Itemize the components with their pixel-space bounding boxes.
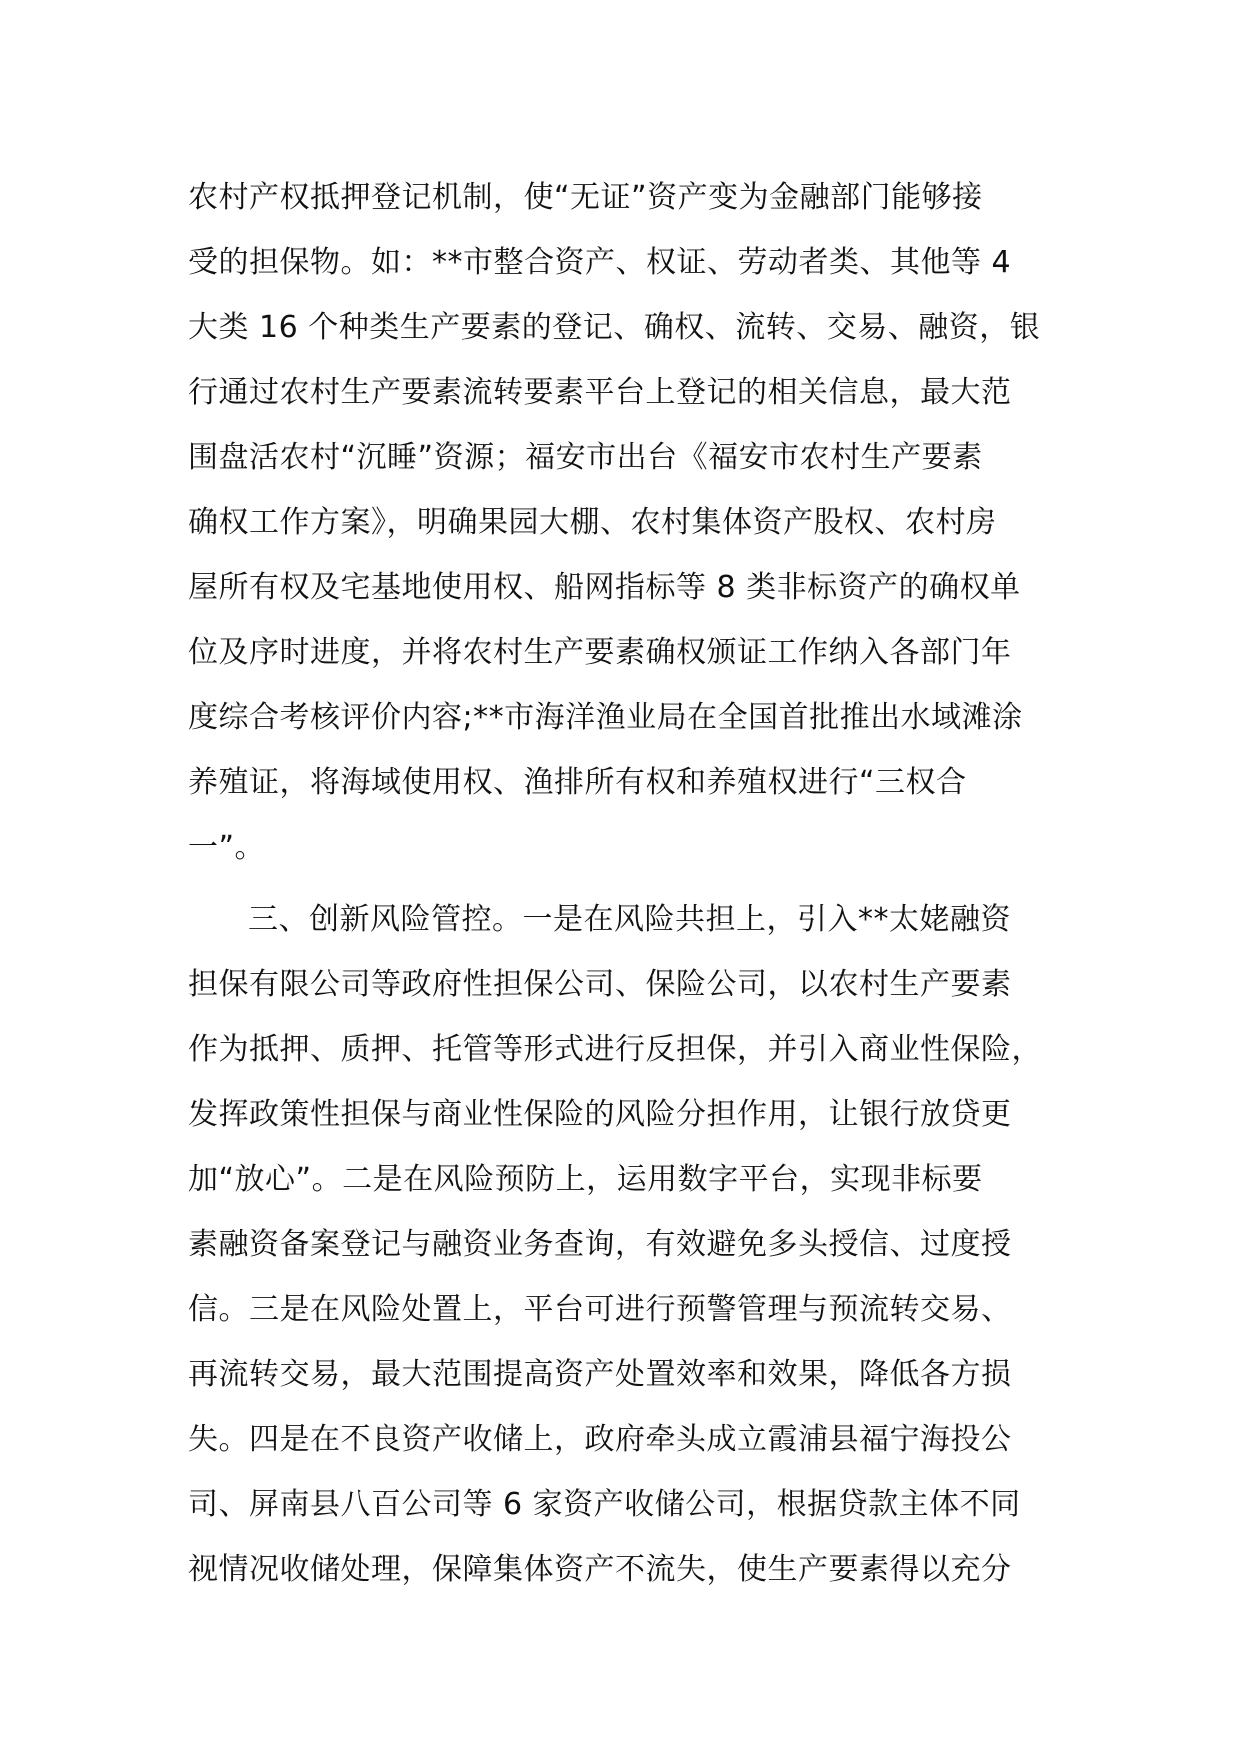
text-line: 屋所有权及宅基地使用权、船网指标等 8 类非标资产的确权单 — [188, 570, 1021, 605]
text-line: 确权工作方案》，明确果园大棚、农村集体资产股权、农村房 — [188, 505, 997, 540]
text-line: 加“放心”。二是在风险预防上，运用数字平台，实现非标要 — [188, 1162, 983, 1197]
text-line: 大类 16 个种类生产要素的登记、确权、流转、交易、融资，银 — [188, 310, 1041, 345]
text-line: 三、创新风险管控。一是在风险共担上，引入**太姥融资 — [248, 902, 1011, 937]
text-line: 度综合考核评价内容;**市海洋渔业局在全国首批推出水域滩涂 — [188, 700, 1023, 735]
paragraph-1 — [188, 165, 1088, 880]
text-line: 司、屏南县八百公司等 6 家资产收储公司，根据贷款主体不同 — [188, 1487, 1021, 1522]
text-line: 农村产权抵押登记机制，使“无证”资产变为金融部门能够接 — [188, 180, 983, 215]
text-line: 受的担保物。如：**市整合资产、权证、劳动者类、其他等 4 — [188, 245, 1012, 280]
text-line: 围盘活农村“沉睡”资源；福安市出台《福安市农村生产要素 — [188, 440, 983, 475]
text-line: 作为抵押、质押、托管等形式进行反担保，并引入商业性保险， — [188, 1032, 1042, 1067]
text-line: 视情况收储处理，保障集体资产不流失，使生产要素得以充分 — [188, 1552, 1012, 1587]
text-line: 位及序时进度，并将农村生产要素确权颁证工作纳入各部门年 — [188, 635, 1012, 670]
text-line: 信。三是在风险处置上，平台可进行预警管理与预流转交易、 — [188, 1292, 1012, 1327]
text-line: 素融资备案登记与融资业务查询，有效避免多头授信、过度授 — [188, 1227, 1012, 1262]
text-line: 失。四是在不良资产收储上，政府牵头成立霞浦县福宁海投公 — [188, 1422, 1012, 1457]
text-line: 行通过农村生产要素流转要素平台上登记的相关信息，最大范 — [188, 375, 1012, 410]
text-line: 养殖证，将海域使用权、渔排所有权和养殖权进行“三权合 — [188, 765, 967, 800]
text-line: 一”。 — [188, 830, 266, 865]
body-text — [188, 165, 1088, 1602]
text-line: 再流转交易，最大范围提高资产处置效率和效果，降低各方损 — [188, 1357, 1012, 1392]
paragraph-spacer — [188, 880, 1088, 887]
text-line: 担保有限公司等政府性担保公司、保险公司，以农村生产要素 — [188, 967, 1012, 1002]
text-line: 发挥政策性担保与商业性保险的风险分担作用，让银行放贷更 — [188, 1097, 1012, 1132]
paragraph-2 — [188, 887, 1088, 1602]
